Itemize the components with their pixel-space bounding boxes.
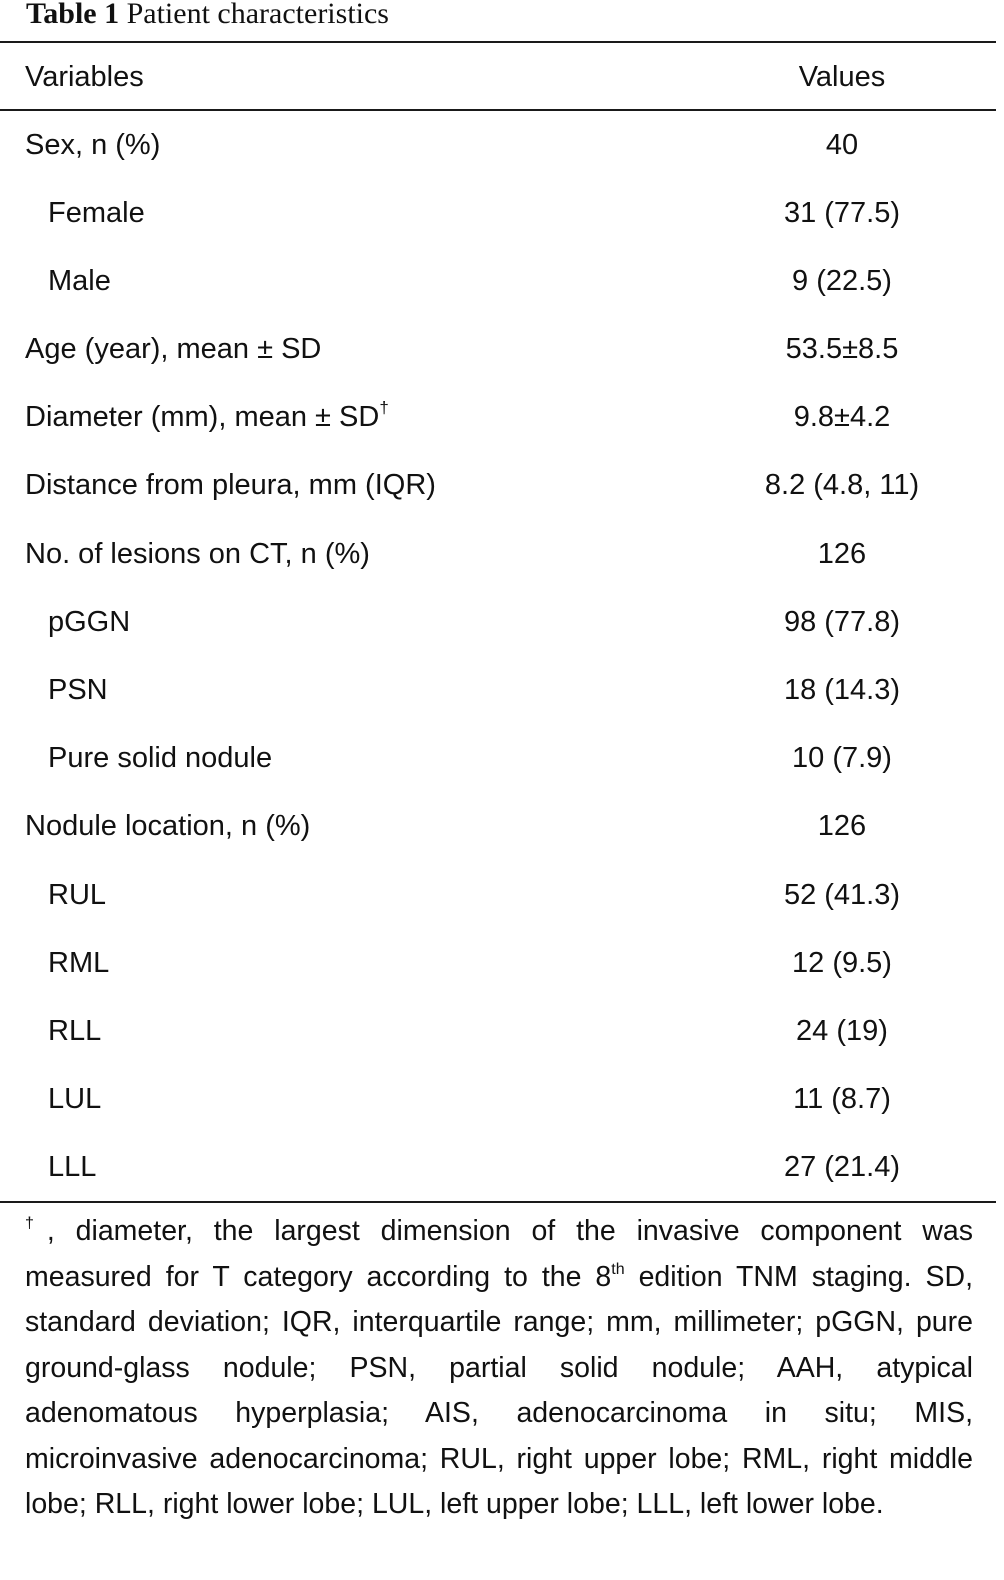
table-header-row <box>0 43 996 111</box>
table-caption-title: Patient characteristics <box>126 0 389 30</box>
row-value: 126 <box>817 538 867 570</box>
row-value: 12 (9.5) <box>792 947 892 979</box>
table-row <box>0 588 996 656</box>
row-variable: LUL <box>48 1083 102 1115</box>
dagger-footnote-mark: † <box>379 398 389 417</box>
table-row <box>0 1065 996 1133</box>
table-row <box>0 520 996 588</box>
row-value: 10 (7.9) <box>792 742 892 774</box>
table-row <box>0 656 996 724</box>
row-value: 31 (77.5) <box>783 197 901 229</box>
header-variables: Variables <box>25 61 144 93</box>
row-value: 27 (21.4) <box>783 1151 901 1183</box>
table-bottom-rule <box>0 1201 996 1203</box>
row-value: 53.5±8.5 <box>785 333 899 365</box>
row-variable: RML <box>48 947 110 979</box>
row-value: 9 (22.5) <box>792 265 892 297</box>
row-variable: Distance from pleura, mm (IQR) <box>25 469 436 501</box>
row-variable: Nodule location, n (%) <box>25 810 311 842</box>
row-variable: LLL <box>48 1151 97 1183</box>
table-row <box>0 179 996 247</box>
table-row <box>0 724 996 792</box>
table-row <box>0 792 996 860</box>
table-row <box>0 315 996 383</box>
table-row <box>0 997 996 1065</box>
table-row <box>0 451 996 519</box>
row-variable: Age (year), mean ± SD <box>25 333 322 365</box>
footnote-dagger-mark: † <box>25 1215 47 1232</box>
table-row <box>0 111 996 179</box>
row-value: 11 (8.7) <box>793 1083 891 1115</box>
row-variable: Female <box>48 197 145 229</box>
row-variable: Sex, n (%) <box>25 129 161 161</box>
table-row <box>0 929 996 997</box>
table-caption-label: Table 1 <box>26 0 120 30</box>
table-row <box>0 861 996 929</box>
header-values: Values <box>798 61 886 93</box>
row-value: 18 (14.3) <box>783 674 901 706</box>
row-variable: Diameter (mm), mean ± SD <box>25 401 380 433</box>
footnote-text-part2: edition TNM staging. SD, standard deviation; IQR, interquartile range; mm, millimeter; pGGN, pure ground-glass nodule; PSN, partial solid nodule; AAH, atypical adenomatous hyperplasia; AIS, adenocarcinoma in situ; MIS, microinvasive adenocarcinoma; RUL, right upper lobe; RML, right middle lobe; RLL, right lower lobe; LUL, left upper lobe; LLL, left lower lobe. <box>25 1260 974 1520</box>
row-variable: RLL <box>48 1015 102 1047</box>
table-footnote <box>25 1209 973 1528</box>
row-variable: No. of lesions on CT, n (%) <box>25 538 370 570</box>
row-value: 52 (41.3) <box>783 879 901 911</box>
row-variable: pGGN <box>48 606 131 638</box>
row-variable: Male <box>48 265 111 297</box>
row-value: 8.2 (4.8, 11) <box>764 469 920 501</box>
row-variable: PSN <box>48 674 108 706</box>
table-row <box>0 247 996 315</box>
row-variable: RUL <box>48 879 107 911</box>
footnote-text-part1: , diameter, the largest dimension of the invasive component was measured for T category according to the 8 <box>25 1215 973 1293</box>
row-value: 98 (77.8) <box>783 606 901 638</box>
row-variable: Pure solid nodule <box>48 742 273 774</box>
row-value: 40 <box>825 129 859 161</box>
table-row <box>0 383 996 451</box>
row-value: 126 <box>817 810 867 842</box>
row-variable-with-footnote <box>25 383 389 451</box>
table-caption <box>26 0 389 32</box>
footnote-ordinal-suffix: th <box>611 1260 625 1278</box>
table-row <box>0 1133 996 1201</box>
row-value: 9.8±4.2 <box>793 401 891 433</box>
row-value: 24 (19) <box>796 1015 888 1047</box>
